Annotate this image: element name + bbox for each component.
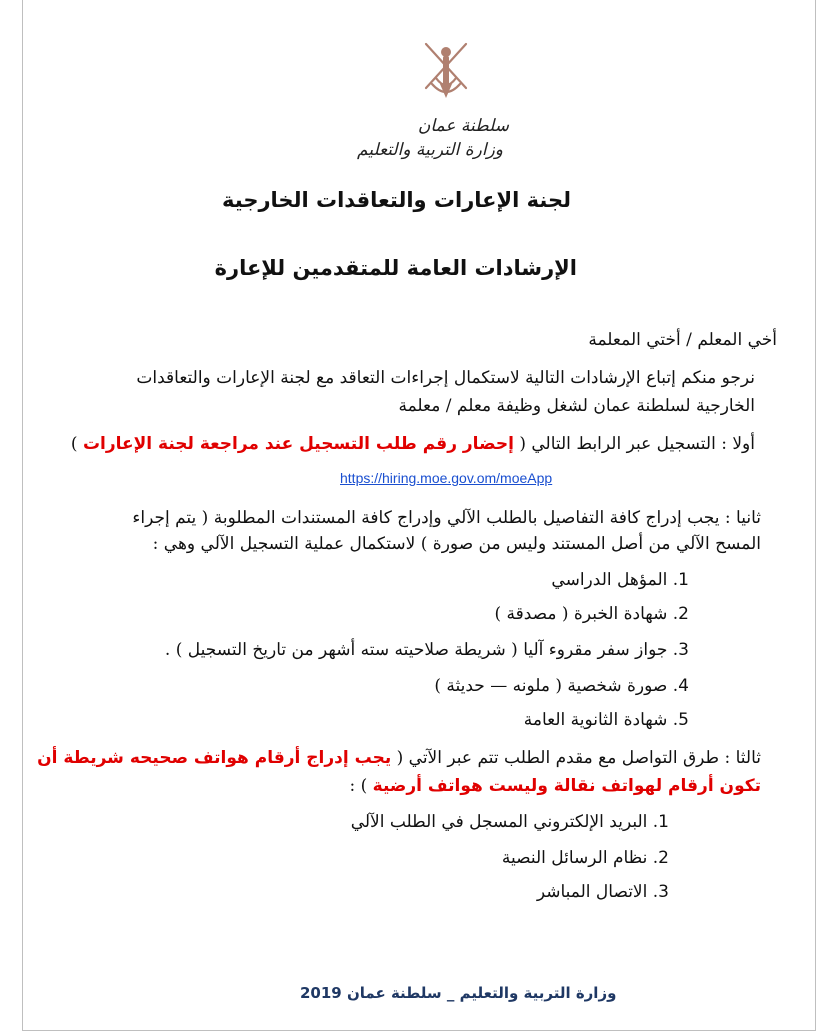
footer-text: وزارة التربية والتعليم _ سلطنة عمان (346, 984, 617, 1002)
list-item: 1. البريد الإلكتروني المسجل في الطلب الآلي (350, 812, 669, 832)
list-item: 3. الاتصال المباشر (536, 882, 669, 902)
list-item: 4. صورة شخصية ( ملونه — حديثة ) (434, 676, 689, 696)
list-item: 5. شهادة الثانوية العامة (523, 710, 689, 730)
third-red-note-2: تكون أرقام لهواتف نقالة وليست هواتف أرضية (372, 776, 761, 796)
oman-emblem-icon (418, 38, 474, 102)
list-item: 2. شهادة الخبرة ( مصدقة ) (494, 604, 689, 624)
footer-year: 2019 (300, 984, 342, 1002)
intro-line-1: نرجو منكم إتباع الإرشادات التالية لاستكمال إجراءات التعاقد مع لجنة الإعارات والتعاقدات (136, 368, 755, 388)
footer (300, 984, 616, 1002)
third-text: ثالثا : طرق التواصل مع مقدم الطلب تتم عبر الآتي ( (396, 748, 761, 768)
intro-line-2: الخارجية لسلطنة عمان لشغل وظيفة معلم / معلمة (398, 396, 755, 416)
list-item: 1. المؤهل الدراسي (551, 570, 689, 590)
first-close: ) (70, 434, 78, 454)
list-item: 3. جواز سفر مقروء آليا ( شريطة صلاحيته سته أشهر من تاريخ التسجيل ) . (164, 640, 689, 660)
first-red-note: إحضار رقم طلب التسجيل عند مراجعة لجنة الإعارات (82, 434, 514, 454)
second-line-1: ثانيا : يجب إدراج كافة التفاصيل بالطلب الآلي وإدراج كافة المستندات المطلوبة ( يتم إجراء (132, 508, 761, 528)
document-title: الإرشادات العامة للمتقدمين للإعارة (214, 256, 577, 280)
first-text: أولا : التسجيل عبر الرابط التالي ( (519, 434, 755, 454)
list-item: 2. نظام الرسائل النصية (501, 848, 669, 868)
third-line-1 (37, 748, 761, 768)
registration-link[interactable]: https://hiring.moe.gov.om/moeApp (340, 470, 553, 486)
second-line-2: المسح الآلي من أصل المستند وليس من صورة ) لاستكمال عملية التسجيل الآلي وهي : (152, 534, 761, 554)
sultanate-name: سلطنة عمان (417, 116, 509, 136)
ministry-name: وزارة التربية والتعليم (357, 140, 503, 160)
committee-title: لجنة الإعارات والتعاقدات الخارجية (222, 188, 571, 212)
third-line-2 (350, 776, 762, 796)
greeting: أخي المعلم / أختي المعلمة (588, 330, 777, 350)
third-close: ) : (349, 776, 368, 796)
third-red-note-1: يجب إدراج أرقام هواتف صحيحه شريطة أن (37, 748, 392, 768)
first-instruction (71, 434, 755, 454)
